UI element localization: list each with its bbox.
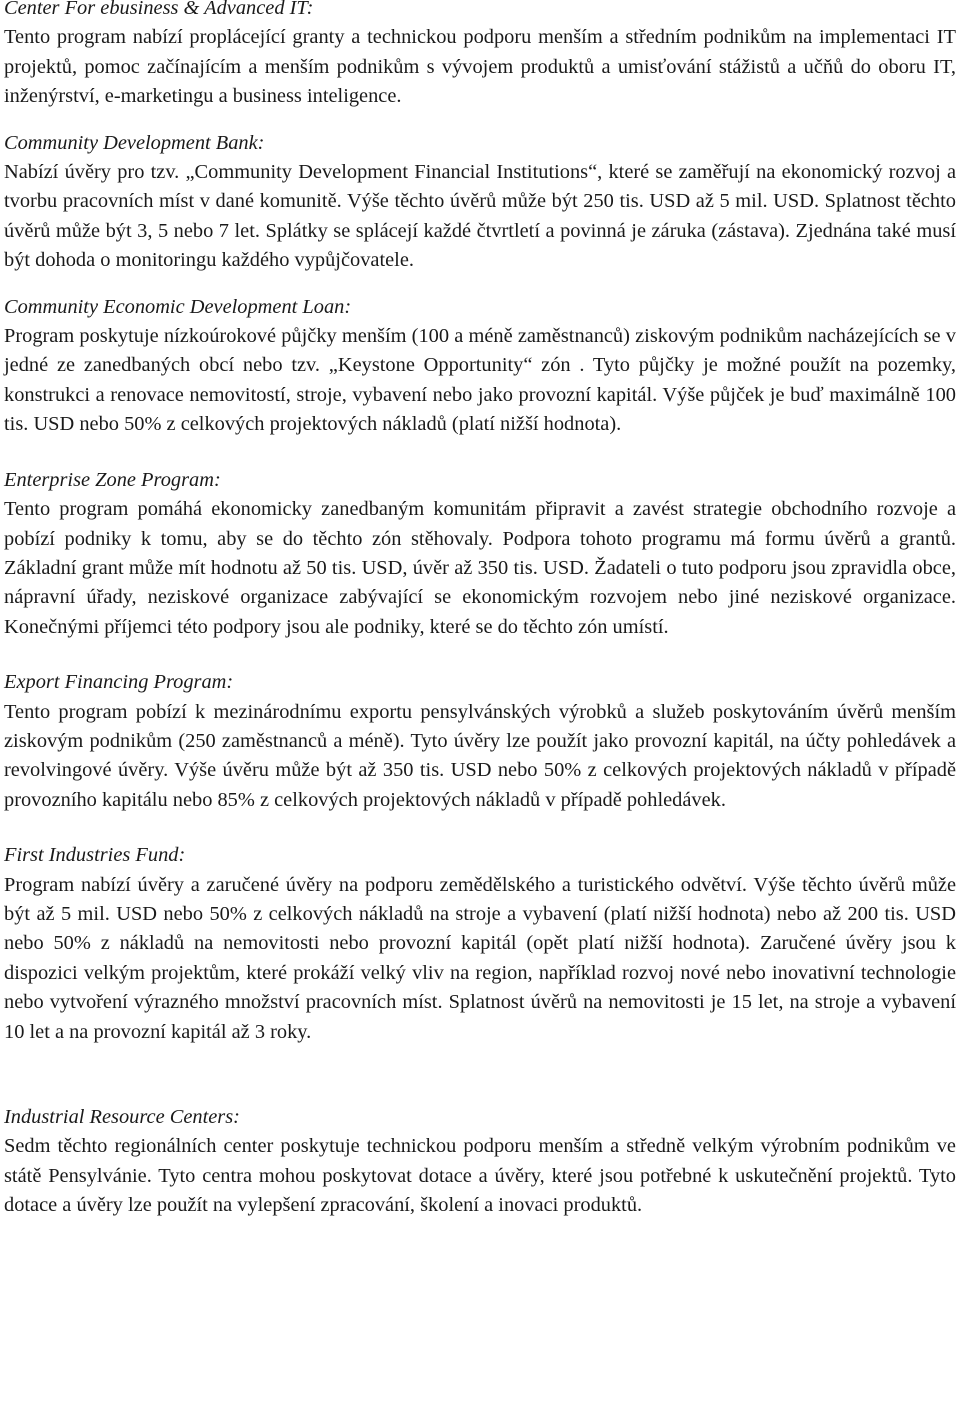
section-community-development-bank (4, 129, 956, 276)
section-body: Tento program nabízí proplácející granty a technickou podporu menším a středním podnikům na implementaci IT projektů, pomoc začínajícím a menším podnikům s vývojem produktů a umisťování stážistů a učňů do oboru IT, inženýrství, e-marketingu a business inteligence. (4, 26, 956, 108)
section-heading: Center For ebusiness & Advanced IT: (4, 0, 314, 19)
spacer (4, 112, 956, 129)
section-body: Program nabízí úvěry a zaručené úvěry na podporu zemědělského a turistického odvětví. Výše těchto úvěrů může být až 5 mil. USD nebo 50% z celkových nákladů na stroje a vybavení (platí nižší hodnota) nebo až 200 tis. USD nebo 50% z nákladů na nemovitosti nebo provozní kapitál (opět platí nižší hodnota). Zaručené úvěry jsou k dispozici velkým projektům, které prokáží velký vliv na region, například rozvoj nové nebo inovativní technologie nebo vytvoření výrazného množství pracovních míst. Splatnost úvěrů na nemovitosti je 15 let, na stroje a vybavení 10 let a na provozní kapitál až 3 roky. (4, 873, 956, 1043)
section-heading: First Industries Fund: (4, 844, 186, 867)
section-first-industries-fund (4, 841, 956, 1047)
spacer (4, 440, 956, 466)
spacer (4, 1047, 956, 1103)
section-heading: Export Financing Program: (4, 671, 234, 694)
section-heading: Community Economic Development Loan: (4, 295, 352, 318)
document-page (4, 0, 956, 1221)
section-community-economic-development-loan (4, 293, 956, 440)
section-body: Tento program pobízí k mezinárodnímu exportu pensylvánských výrobků a služeb poskytováním úvěrů menším ziskovým podnikům (250 zaměstnanců a méně). Tyto úvěry lze použít jako provozní kapitál, na účty pohledávek a revolvingové úvěry. Výše úvěru může být až 350 tis. USD nebo 50% z celkových projektových nákladů v případě provozního kapitálu nebo 85% z celkových projektových nákladů v případě pohledávek. (4, 700, 956, 811)
section-body: Program poskytuje nízkoúrokové půjčky menším (100 a méně zaměstnanců) ziskovým podnikům nacházejících se v jedné ze zanedbaných obcí nebo tzv. „Keystone Opportunity“ zón . Tyto půjčky je možné použít na pozemky, konstrukci a renovace nemovitostí, stroje, vybavení nebo jako provozní kapitál. Výše půjček je buď maximálně 100 tis. USD nebo 50% z celkových projektových nákladů (platí nižší hodnota). (4, 325, 956, 436)
spacer (4, 642, 956, 668)
section-body: Tento program pomáhá ekonomicky zanedbaným komunitám připravit a zavést strategie obchodního rozvoje a pobízí podniky k tomu, aby se do těchto zón stěhovaly. Podpora tohoto programu má formu úvěrů a grantů. Základní grant může mít hodnotu až 50 tis. USD, úvěr až 350 tis. USD. Žadateli o tuto podporu jsou zpravidla obce, nápravní úřady, neziskové organizace zabývající se ekonomickým rozvojem nebo jiné neziskové organizace. Konečnými příjemci této podpory jsou ale podniky, které se do těchto zón umístí. (4, 498, 956, 638)
section-industrial-resource-centers (4, 1103, 956, 1221)
section-body: Nabízí úvěry pro tzv. „Community Development Financial Institutions“, které se zaměřují na ekonomický rozvoj a tvorbu pracovních míst v dané komunitě. Výše těchto úvěrů může být 250 tis. USD až 5 mil. USD. Splatnost těchto úvěrů může být 3, 5 nebo 7 let. Splátky se splácejí každé čtvrtletí a povinná je záruka (zástava). Zjednána také musí být dohoda o monitoringu každého vypůjčovatele. (4, 161, 956, 272)
section-heading: Community Development Bank: (4, 131, 265, 154)
section-heading: Enterprise Zone Program: (4, 468, 221, 491)
section-export-financing-program (4, 668, 956, 815)
section-heading: Industrial Resource Centers: (4, 1106, 240, 1128)
spacer (4, 276, 956, 293)
section-center-for-ebusiness (4, 0, 956, 112)
spacer (4, 815, 956, 841)
section-body: Sedm těchto regionálních center poskytuje technickou podporu menším a středně velkým výrobním podnikům ve státě Pensylvánie. Tyto centra mohou poskytovat dotace a úvěry, které jsou potřebné k uskutečnění projektů. Tyto dotace a úvěry lze použít na vylepšení zpracování, školení a inovaci produktů. (4, 1135, 956, 1217)
section-enterprise-zone-program (4, 466, 956, 642)
